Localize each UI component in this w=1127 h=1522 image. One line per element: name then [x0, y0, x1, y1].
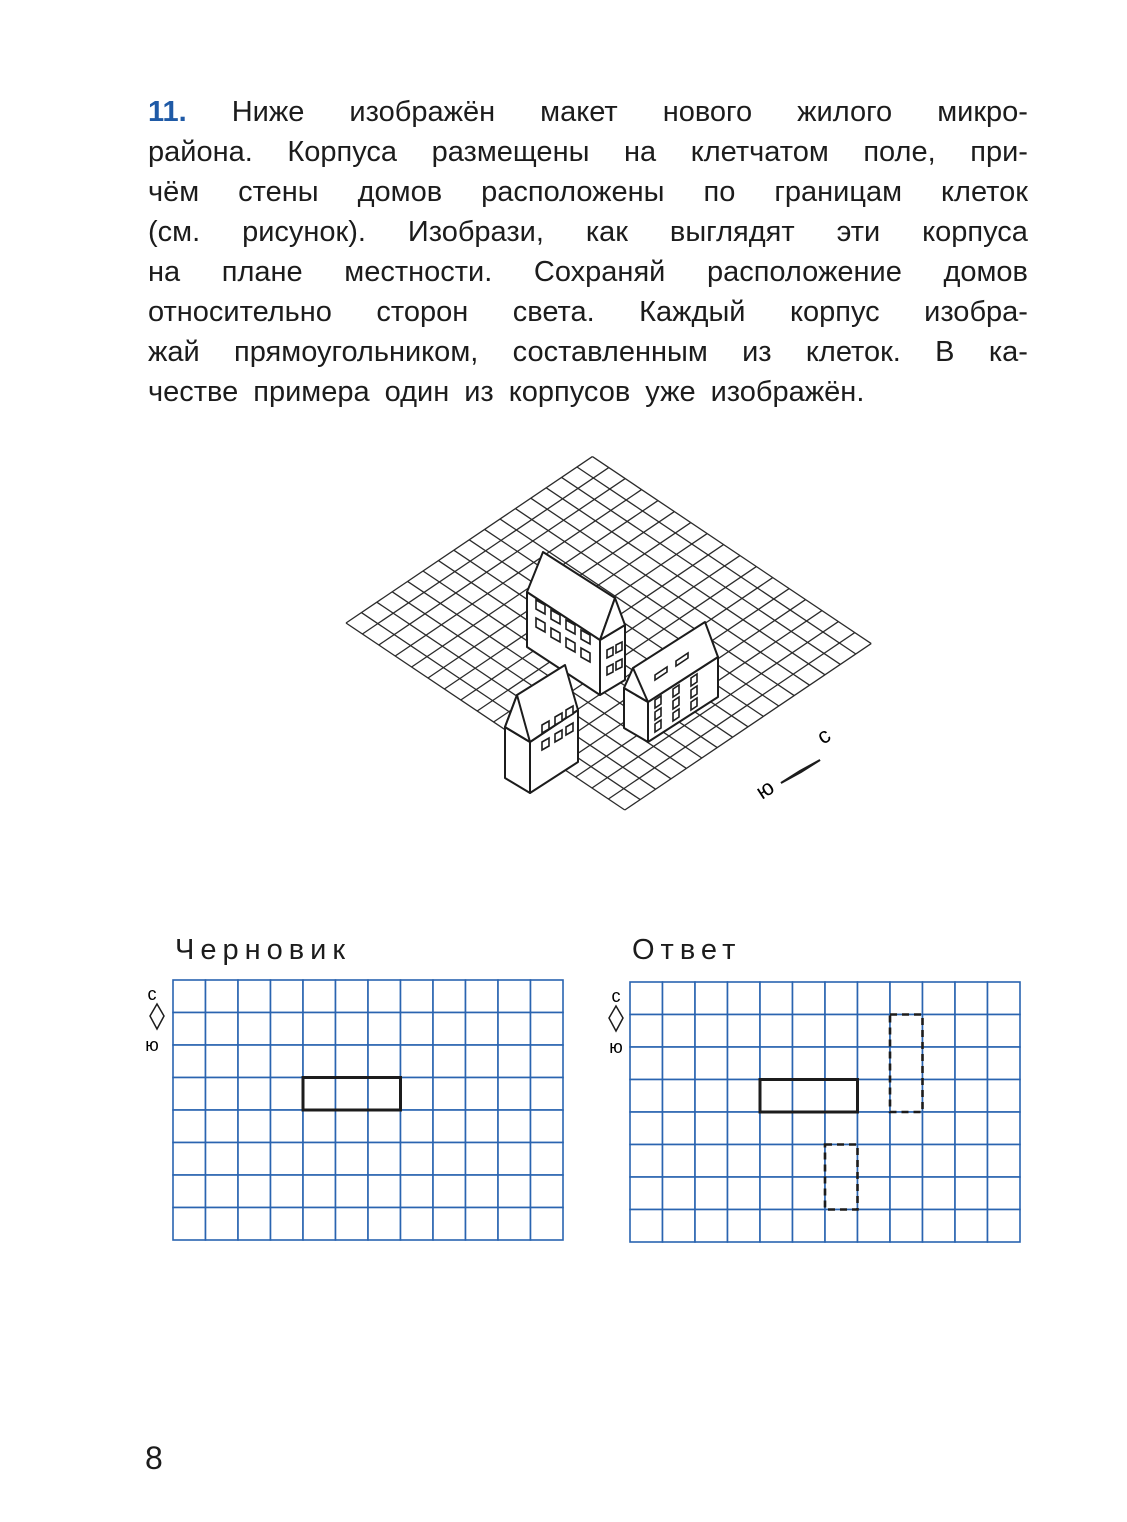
grid-cell[interactable]	[498, 980, 531, 1013]
task-word: корпусов	[508, 376, 631, 408]
grid-cell[interactable]	[760, 982, 793, 1015]
grid-cell[interactable]	[695, 1210, 728, 1243]
answer-title: Ответ	[632, 934, 742, 966]
answer-compass	[609, 986, 623, 1057]
grid-cell[interactable]	[531, 1175, 564, 1208]
task-word: Ниже	[231, 96, 305, 128]
grid-cell[interactable]	[923, 1015, 956, 1048]
grid-cell[interactable]	[858, 982, 891, 1015]
task-word: света.	[512, 296, 595, 328]
grid-cell[interactable]	[368, 1110, 401, 1143]
grid-cell[interactable]	[793, 1080, 826, 1113]
grid-cell[interactable]	[206, 980, 239, 1013]
task-word: Сохраняй	[533, 256, 666, 288]
answer-grid[interactable]	[600, 978, 1028, 1250]
grid-cell[interactable]	[825, 1080, 858, 1113]
task-word: макет	[540, 96, 618, 128]
grid-cell[interactable]	[793, 1047, 826, 1080]
grid-cell[interactable]	[825, 1177, 858, 1210]
task-word: примера	[253, 376, 370, 408]
task-word: изображён	[349, 96, 496, 128]
grid-cell[interactable]	[793, 1112, 826, 1145]
grid-cell[interactable]	[433, 1013, 466, 1046]
task-word: изобра-	[924, 296, 1028, 328]
grid-cell[interactable]	[728, 1112, 761, 1145]
grid-cell[interactable]	[271, 1143, 304, 1176]
grid-cell[interactable]	[890, 1177, 923, 1210]
grid-cell[interactable]	[988, 982, 1021, 1015]
grid-cell[interactable]	[955, 1112, 988, 1145]
grid-cell[interactable]	[206, 1013, 239, 1046]
compass-south-label: ю	[751, 774, 779, 805]
grid-cell[interactable]	[630, 1047, 663, 1080]
grid-cell[interactable]	[336, 1208, 369, 1241]
grid-cell[interactable]	[793, 1015, 826, 1048]
grid-cell[interactable]	[433, 1045, 466, 1078]
grid-cell[interactable]	[368, 1208, 401, 1241]
grid-cell[interactable]	[858, 1015, 891, 1048]
task-word: ка-	[988, 336, 1028, 368]
grid-cell[interactable]	[238, 1175, 271, 1208]
grid-cell[interactable]	[695, 1112, 728, 1145]
grid-cell[interactable]	[630, 982, 663, 1015]
grid-cell[interactable]	[206, 1143, 239, 1176]
grid-cell[interactable]	[271, 1208, 304, 1241]
task-word: на	[624, 136, 657, 168]
grid-cell[interactable]	[466, 1175, 499, 1208]
grid-cell[interactable]	[890, 982, 923, 1015]
grid-cell[interactable]	[303, 1208, 336, 1241]
task-word: выглядят	[669, 216, 795, 248]
grid-cell[interactable]	[923, 1112, 956, 1145]
task-word: нового	[662, 96, 753, 128]
grid-cell[interactable]	[923, 982, 956, 1015]
grid-cell[interactable]	[793, 1210, 826, 1243]
task-word: (см.	[148, 216, 201, 248]
grid-cell[interactable]	[498, 1110, 531, 1143]
grid-cell[interactable]	[630, 1080, 663, 1113]
grid-cell[interactable]	[206, 1045, 239, 1078]
grid-cell[interactable]	[728, 1177, 761, 1210]
grid-cell[interactable]	[663, 1047, 696, 1080]
grid-cell[interactable]	[760, 1015, 793, 1048]
grid-cell[interactable]	[336, 1045, 369, 1078]
grid-cell[interactable]	[238, 1208, 271, 1241]
grid-cell[interactable]	[531, 980, 564, 1013]
grid-cell[interactable]	[923, 1145, 956, 1178]
grid-cell[interactable]	[173, 1078, 206, 1111]
task-word: жилого	[797, 96, 893, 128]
task-word: расположены	[481, 176, 665, 208]
grid-cell[interactable]	[336, 980, 369, 1013]
grid-cell[interactable]	[466, 1045, 499, 1078]
grid-cell[interactable]	[760, 1047, 793, 1080]
grid-cell[interactable]	[858, 1080, 891, 1113]
grid-cell[interactable]	[793, 1145, 826, 1178]
grid-cell[interactable]	[303, 1110, 336, 1143]
grid-cell[interactable]	[368, 1143, 401, 1176]
grid-cell[interactable]	[271, 1110, 304, 1143]
grid-cell[interactable]	[336, 1110, 369, 1143]
grid-cell[interactable]	[336, 1175, 369, 1208]
grid-cell[interactable]	[401, 980, 434, 1013]
grid-cell[interactable]	[433, 1143, 466, 1176]
grid-cell[interactable]	[303, 1045, 336, 1078]
grid-cell[interactable]	[303, 1143, 336, 1176]
task-word: эти	[836, 216, 881, 248]
grid-cell[interactable]	[988, 1210, 1021, 1243]
grid-cell[interactable]	[206, 1110, 239, 1143]
task-word: клеток	[941, 176, 1028, 208]
draft-grid[interactable]	[140, 976, 570, 1248]
grid-cell[interactable]	[825, 1047, 858, 1080]
task-word: сторон	[376, 296, 469, 328]
grid-cell[interactable]	[695, 1145, 728, 1178]
grid-cell[interactable]	[663, 1145, 696, 1178]
grid-cell[interactable]	[433, 1175, 466, 1208]
task-word: Корпуса	[287, 136, 398, 168]
grid-cell[interactable]	[728, 1145, 761, 1178]
grid-cell[interactable]	[793, 982, 826, 1015]
task-word: из	[464, 376, 494, 408]
grid-cell[interactable]	[303, 1013, 336, 1046]
task-word: местности.	[344, 256, 493, 288]
grid-cell[interactable]	[858, 1210, 891, 1243]
grid-cell[interactable]	[498, 1175, 531, 1208]
grid-cell[interactable]	[890, 1145, 923, 1178]
task-word: корпуса	[922, 216, 1028, 248]
grid-cell[interactable]	[825, 1112, 858, 1145]
answer-compass-south: ю	[609, 1037, 623, 1057]
task-word: корпус	[790, 296, 880, 328]
grid-cell[interactable]	[630, 1177, 663, 1210]
grid-cell[interactable]	[303, 1175, 336, 1208]
grid-cell[interactable]	[466, 1013, 499, 1046]
grid-cell[interactable]	[368, 1175, 401, 1208]
draft-compass	[145, 984, 164, 1055]
grid-cell[interactable]	[173, 980, 206, 1013]
task-word: на	[148, 256, 181, 288]
grid-cell[interactable]	[206, 1208, 239, 1241]
grid-cell[interactable]	[531, 1208, 564, 1241]
task-word: из	[742, 336, 772, 368]
grid-cell[interactable]	[433, 1208, 466, 1241]
grid-cell[interactable]	[955, 982, 988, 1015]
grid-cell[interactable]	[498, 1045, 531, 1078]
task-word: плане	[221, 256, 303, 288]
grid-cell[interactable]	[238, 980, 271, 1013]
grid-cell[interactable]	[695, 982, 728, 1015]
grid-cell[interactable]	[663, 982, 696, 1015]
grid-cell[interactable]	[401, 1078, 434, 1111]
grid-cell[interactable]	[238, 1143, 271, 1176]
grid-cell[interactable]	[271, 1013, 304, 1046]
grid-cell[interactable]	[303, 980, 336, 1013]
grid-cell[interactable]	[498, 1013, 531, 1046]
grid-cell[interactable]	[401, 1175, 434, 1208]
grid-cell[interactable]	[531, 1143, 564, 1176]
grid-cell[interactable]	[238, 1045, 271, 1078]
task-word: расположение	[706, 256, 902, 288]
grid-cell[interactable]	[401, 1143, 434, 1176]
grid-cell[interactable]	[630, 1015, 663, 1048]
grid-cell[interactable]	[336, 1013, 369, 1046]
grid-cell[interactable]	[466, 1078, 499, 1111]
grid-cell[interactable]	[238, 1013, 271, 1046]
grid-cell[interactable]	[728, 982, 761, 1015]
grid-cell[interactable]	[825, 982, 858, 1015]
task-word: рисунок).	[242, 216, 366, 248]
grid-cell[interactable]	[401, 1013, 434, 1046]
grid-cell[interactable]	[303, 1078, 336, 1111]
grid-cell[interactable]	[466, 1143, 499, 1176]
grid-cell[interactable]	[858, 1047, 891, 1080]
draft-compass-south: ю	[145, 1035, 159, 1055]
grid-cell[interactable]	[923, 1047, 956, 1080]
grid-cell[interactable]	[368, 1013, 401, 1046]
draft-compass-north: с	[147, 984, 157, 1004]
grid-cell[interactable]	[173, 1013, 206, 1046]
grid-cell[interactable]	[663, 1015, 696, 1048]
grid-cell[interactable]	[825, 1015, 858, 1048]
grid-cell[interactable]	[663, 1112, 696, 1145]
task-word: домов	[943, 256, 1028, 288]
compass-rose	[751, 722, 835, 804]
grid-cell[interactable]	[663, 1080, 696, 1113]
task-word: клетчатом	[690, 136, 829, 168]
grid-cell[interactable]	[728, 1047, 761, 1080]
task-word: размещены	[431, 136, 590, 168]
compass-north-label: с	[812, 722, 835, 750]
grid-cell[interactable]	[955, 1145, 988, 1178]
grid-cell[interactable]	[890, 1112, 923, 1145]
grid-cell[interactable]	[890, 1015, 923, 1048]
task-word: границам	[774, 176, 903, 208]
grid-cell[interactable]	[498, 1143, 531, 1176]
grid-cell[interactable]	[890, 1080, 923, 1113]
task-word: относительно	[148, 296, 332, 328]
grid-cell[interactable]	[238, 1110, 271, 1143]
grid-cell[interactable]	[890, 1047, 923, 1080]
grid-cell[interactable]	[825, 1145, 858, 1178]
grid-cell[interactable]	[760, 1145, 793, 1178]
draft-title: Черновик	[175, 934, 352, 966]
grid-cell[interactable]	[466, 980, 499, 1013]
grid-cell[interactable]	[923, 1210, 956, 1243]
grid-cell[interactable]	[923, 1177, 956, 1210]
grid-cell[interactable]	[271, 1045, 304, 1078]
grid-cell[interactable]	[760, 1112, 793, 1145]
grid-cell[interactable]	[630, 1112, 663, 1145]
grid-cell[interactable]	[368, 1045, 401, 1078]
grid-cell[interactable]	[728, 1015, 761, 1048]
grid-cell[interactable]	[955, 1047, 988, 1080]
task-number: 11.	[148, 96, 187, 128]
grid-cell[interactable]	[988, 1112, 1021, 1145]
grid-cell[interactable]	[271, 980, 304, 1013]
grid-cell[interactable]	[663, 1210, 696, 1243]
task-word: прямоугольником,	[234, 336, 479, 368]
grid-cell[interactable]	[531, 1013, 564, 1046]
grid-cell[interactable]	[760, 1177, 793, 1210]
grid-cell[interactable]	[173, 1143, 206, 1176]
task-word: честве	[148, 376, 239, 408]
task-word: клеток.	[805, 336, 901, 368]
page-number: 8	[145, 1440, 163, 1476]
grid-cell[interactable]	[368, 980, 401, 1013]
grid-cell[interactable]	[433, 1078, 466, 1111]
grid-cell[interactable]	[531, 1110, 564, 1143]
grid-cell[interactable]	[890, 1210, 923, 1243]
grid-cell[interactable]	[695, 1047, 728, 1080]
task-word: по	[703, 176, 736, 208]
task-word: района.	[148, 136, 253, 168]
grid-cell[interactable]	[988, 1080, 1021, 1113]
grid-cell[interactable]	[630, 1210, 663, 1243]
grid-cell[interactable]	[336, 1078, 369, 1111]
grid-cell[interactable]	[531, 1045, 564, 1078]
grid-cell[interactable]	[173, 1208, 206, 1241]
grid-cell[interactable]	[988, 1177, 1021, 1210]
grid-cell[interactable]	[955, 1210, 988, 1243]
grid-cell[interactable]	[858, 1145, 891, 1178]
grid-cell[interactable]	[433, 1110, 466, 1143]
grid-cell[interactable]	[955, 1177, 988, 1210]
task-word: поле,	[863, 136, 936, 168]
grid-cell[interactable]	[760, 1080, 793, 1113]
task-word: один	[384, 376, 450, 408]
grid-cell[interactable]	[663, 1177, 696, 1210]
grid-cell[interactable]	[271, 1175, 304, 1208]
grid-cell[interactable]	[793, 1177, 826, 1210]
grid-cell[interactable]	[173, 1110, 206, 1143]
grid-cell[interactable]	[498, 1078, 531, 1111]
grid-cell[interactable]	[728, 1210, 761, 1243]
grid-cell[interactable]	[955, 1080, 988, 1113]
task-word: домов	[357, 176, 443, 208]
grid-cell[interactable]	[336, 1143, 369, 1176]
task-word: уже	[645, 376, 696, 408]
grid-cell[interactable]	[988, 1015, 1021, 1048]
grid-cell[interactable]	[466, 1110, 499, 1143]
task-word: при-	[970, 136, 1028, 168]
grid-cell[interactable]	[206, 1175, 239, 1208]
grid-cell[interactable]	[695, 1177, 728, 1210]
grid-cell[interactable]	[368, 1078, 401, 1111]
grid-cell[interactable]	[988, 1145, 1021, 1178]
grid-cell[interactable]	[988, 1047, 1021, 1080]
task-word: чём	[148, 176, 200, 208]
grid-cell[interactable]	[695, 1015, 728, 1048]
grid-cell[interactable]	[433, 980, 466, 1013]
task-word: микро-	[937, 96, 1028, 128]
task-word: жай	[148, 336, 200, 368]
grid-cell[interactable]	[271, 1078, 304, 1111]
grid-cell[interactable]	[401, 1110, 434, 1143]
houses	[505, 552, 718, 793]
grid-cell[interactable]	[206, 1078, 239, 1111]
grid-cell[interactable]	[498, 1208, 531, 1241]
answer-compass-north: с	[611, 986, 621, 1006]
grid-cell[interactable]	[401, 1208, 434, 1241]
grid-cell[interactable]	[401, 1045, 434, 1078]
grid-cell[interactable]	[760, 1210, 793, 1243]
grid-cell[interactable]	[825, 1210, 858, 1243]
grid-cell[interactable]	[173, 1175, 206, 1208]
grid-cell[interactable]	[955, 1015, 988, 1048]
task-word: стены	[238, 176, 319, 208]
grid-cell[interactable]	[923, 1080, 956, 1113]
task-word: изображён.	[710, 376, 865, 408]
task-word: как	[585, 216, 628, 248]
grid-cell[interactable]	[630, 1145, 663, 1178]
grid-cell[interactable]	[531, 1078, 564, 1111]
iso-grid-line	[592, 457, 871, 644]
grid-cell[interactable]	[858, 1177, 891, 1210]
task-word: Каждый	[639, 296, 746, 328]
grid-cell[interactable]	[728, 1080, 761, 1113]
grid-cell[interactable]	[173, 1045, 206, 1078]
task-word: составленным	[512, 336, 708, 368]
grid-cell[interactable]	[695, 1080, 728, 1113]
grid-cell[interactable]	[466, 1208, 499, 1241]
grid-cell[interactable]	[858, 1112, 891, 1145]
task-word: Изобрази,	[407, 216, 544, 248]
task-word: В	[935, 336, 955, 368]
grid-cell[interactable]	[238, 1078, 271, 1111]
